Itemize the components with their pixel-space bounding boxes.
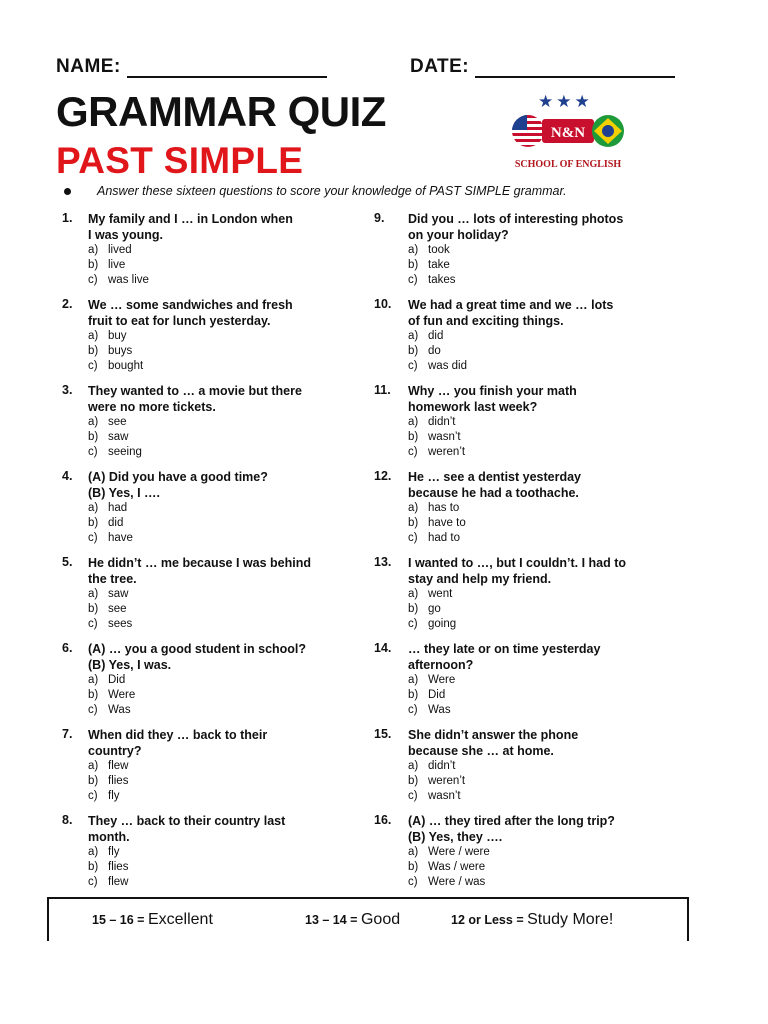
- option-text: had: [108, 502, 128, 514]
- option-letter: a): [88, 846, 99, 858]
- answer-option[interactable]: [408, 531, 698, 546]
- question-number: 5.: [62, 555, 73, 569]
- option-text: Was / were: [428, 861, 486, 873]
- question-text: Why … you finish your math homework last week?: [408, 384, 577, 414]
- option-text: had to: [428, 532, 460, 544]
- answer-option[interactable]: [408, 617, 698, 632]
- option-letter: a): [408, 846, 419, 858]
- option-letter: c): [408, 274, 418, 286]
- question-text: When did they … back to their country?: [88, 728, 268, 758]
- question-item: [374, 211, 674, 297]
- school-logo: [496, 92, 640, 182]
- answer-option[interactable]: [408, 774, 698, 789]
- option-letter: a): [88, 416, 99, 428]
- question-item: [62, 211, 362, 297]
- option-text: see: [108, 416, 127, 428]
- option-letter: a): [408, 244, 419, 256]
- answer-option[interactable]: [408, 258, 698, 273]
- option-letter: b): [88, 259, 99, 271]
- question-text: We had a great time and we … lots of fun and exciting things.: [408, 298, 614, 328]
- option-text: going: [428, 618, 457, 630]
- answer-option[interactable]: [408, 602, 698, 617]
- answer-option[interactable]: [88, 258, 366, 273]
- option-letter: c): [408, 446, 418, 458]
- option-letter: c): [88, 790, 98, 802]
- option-text: saw: [108, 588, 129, 600]
- question-text: He didn’t … me because I was behind the tree.: [88, 556, 311, 586]
- answer-option[interactable]: [88, 344, 366, 359]
- option-letter: c): [408, 790, 418, 802]
- question-item: [374, 383, 674, 469]
- option-letter: a): [408, 588, 419, 600]
- option-text: flew: [108, 760, 129, 772]
- answer-option[interactable]: [408, 860, 698, 875]
- answer-option[interactable]: [408, 329, 698, 344]
- option-letter: b): [88, 603, 99, 615]
- answer-option[interactable]: [408, 673, 698, 688]
- score-study-more: [451, 911, 613, 929]
- option-text: didn’t: [428, 416, 456, 428]
- answer-option[interactable]: [408, 430, 698, 445]
- questions-column-right: [374, 211, 674, 899]
- option-text: go: [428, 603, 441, 615]
- question-item: [62, 383, 362, 469]
- option-letter: b): [408, 775, 419, 787]
- question-number: 9.: [374, 211, 385, 225]
- option-text: did: [428, 330, 444, 342]
- name-blank-line: [127, 60, 327, 78]
- option-letter: a): [408, 416, 419, 428]
- option-letter: b): [88, 689, 99, 701]
- question-text: He … see a dentist yesterday because he had a toothache.: [408, 470, 581, 500]
- option-text: sees: [108, 618, 133, 630]
- question-text: … they late or on time yesterday afternoon?: [408, 642, 601, 672]
- question-item: [374, 297, 674, 383]
- option-letter: c): [88, 532, 98, 544]
- answer-option[interactable]: [408, 688, 698, 703]
- option-letter: c): [408, 360, 418, 372]
- answer-option[interactable]: [408, 243, 698, 258]
- option-text: fly: [108, 790, 120, 802]
- answer-option[interactable]: [88, 673, 366, 688]
- option-text: see: [108, 603, 127, 615]
- option-letter: b): [408, 345, 419, 357]
- question-item: [374, 813, 674, 899]
- option-letter: b): [408, 603, 419, 615]
- question-number: 8.: [62, 813, 73, 827]
- answer-option[interactable]: [408, 789, 698, 804]
- option-text: has to: [428, 502, 460, 514]
- question-number: 1.: [62, 211, 73, 225]
- score-range: 15 – 16 =: [92, 913, 145, 927]
- school-name: SCHOOL OF ENGLISH: [514, 159, 622, 170]
- option-text: lived: [108, 244, 132, 256]
- answer-option[interactable]: [88, 602, 366, 617]
- option-letter: a): [408, 674, 419, 686]
- question-number: 2.: [62, 297, 73, 311]
- answer-option[interactable]: [408, 344, 698, 359]
- option-letter: b): [408, 431, 419, 443]
- option-text: didn’t: [428, 760, 456, 772]
- question-item: [62, 727, 362, 813]
- option-letter: a): [88, 244, 99, 256]
- question-text: Did you … lots of interesting photos on your holiday?: [408, 212, 624, 242]
- option-letter: a): [408, 502, 419, 514]
- option-text: take: [428, 259, 450, 271]
- answer-option[interactable]: [88, 774, 366, 789]
- answer-option[interactable]: [88, 875, 366, 890]
- option-text: Was: [428, 704, 451, 716]
- option-letter: a): [88, 502, 99, 514]
- answer-option[interactable]: [408, 501, 698, 516]
- option-letter: a): [88, 760, 99, 772]
- option-letter: c): [88, 274, 98, 286]
- option-text: takes: [428, 274, 456, 286]
- option-letter: a): [88, 674, 99, 686]
- question-number: 6.: [62, 641, 73, 655]
- option-letter: b): [408, 517, 419, 529]
- answer-option[interactable]: [88, 516, 366, 531]
- question-text: I wanted to …, but I couldn’t. I had to stay and help my friend.: [408, 556, 627, 586]
- answer-option[interactable]: [88, 688, 366, 703]
- bullet-icon: [64, 188, 71, 195]
- option-text: Did: [428, 689, 446, 701]
- option-text: went: [428, 588, 453, 600]
- answer-option[interactable]: [88, 789, 366, 804]
- question-item: [62, 813, 362, 899]
- answer-option[interactable]: [408, 875, 698, 890]
- option-text: wasn’t: [428, 431, 461, 443]
- option-letter: a): [408, 330, 419, 342]
- option-text: Were / was: [428, 876, 486, 888]
- answer-option[interactable]: [408, 516, 698, 531]
- answer-option[interactable]: [408, 359, 698, 374]
- page-title: GRAMMAR QUIZ: [56, 88, 386, 135]
- question-text: (A) … you a good student in school? (B) Yes, I was.: [88, 642, 307, 672]
- question-number: 15.: [374, 727, 392, 741]
- answer-option[interactable]: [88, 359, 366, 374]
- option-text: Did: [108, 674, 126, 686]
- question-number: 16.: [374, 813, 392, 827]
- question-text: (A) Did you have a good time? (B) Yes, I ….: [88, 470, 268, 500]
- option-letter: b): [88, 431, 99, 443]
- option-text: Were / were: [428, 846, 490, 858]
- option-letter: b): [88, 517, 99, 529]
- option-letter: b): [88, 345, 99, 357]
- stars-icon: ★★★: [538, 92, 593, 111]
- answer-option[interactable]: [408, 273, 698, 288]
- answer-option[interactable]: [408, 445, 698, 460]
- option-letter: b): [408, 861, 419, 873]
- option-text: live: [108, 259, 126, 271]
- option-text: bought: [108, 360, 144, 372]
- question-text: My family and I … in London when I was young.: [88, 212, 293, 242]
- score-result: Good: [360, 911, 401, 928]
- answer-option[interactable]: [88, 617, 366, 632]
- flags-badge-icon: [504, 114, 632, 148]
- option-letter: c): [408, 876, 418, 888]
- option-letter: b): [88, 775, 99, 787]
- option-letter: a): [88, 588, 99, 600]
- option-letter: c): [88, 446, 98, 458]
- option-text: seeing: [108, 446, 142, 458]
- question-number: 4.: [62, 469, 73, 483]
- answer-option[interactable]: [88, 243, 366, 258]
- scoring-box: [47, 897, 689, 941]
- option-letter: b): [408, 259, 419, 271]
- answer-option[interactable]: [88, 430, 366, 445]
- option-letter: c): [88, 618, 98, 630]
- option-text: was live: [108, 274, 149, 286]
- option-letter: b): [88, 861, 99, 873]
- question-item: [62, 641, 362, 727]
- answer-option[interactable]: [408, 587, 698, 602]
- question-item: [62, 297, 362, 383]
- score-range: 12 or Less =: [451, 913, 524, 927]
- questions-column-left: [62, 211, 362, 899]
- question-number: 7.: [62, 727, 73, 741]
- page-subtitle: PAST SIMPLE: [56, 140, 304, 181]
- answer-option[interactable]: [88, 703, 366, 718]
- option-letter: a): [408, 760, 419, 772]
- answer-option[interactable]: [88, 587, 366, 602]
- answer-option[interactable]: [88, 501, 366, 516]
- question-text: They … back to their country last month.: [88, 814, 286, 844]
- option-text: wasn’t: [428, 790, 461, 802]
- answer-option[interactable]: [408, 703, 698, 718]
- score-result: Study More!: [527, 911, 614, 928]
- option-text: was did: [428, 360, 467, 372]
- score-result: Excellent: [147, 911, 213, 928]
- answer-option[interactable]: [88, 445, 366, 460]
- question-text: She didn’t answer the phone because she … at home.: [408, 728, 579, 758]
- option-text: buys: [108, 345, 133, 357]
- answer-option[interactable]: [88, 759, 366, 774]
- question-number: 3.: [62, 383, 73, 397]
- answer-option[interactable]: [408, 415, 698, 430]
- score-good: [305, 911, 400, 929]
- option-letter: c): [88, 360, 98, 372]
- option-text: Were: [428, 674, 456, 686]
- date-blank-line: [475, 60, 675, 78]
- instruction-text: Answer these sixteen questions to score your knowledge of PAST SIMPLE grammar.: [97, 184, 567, 198]
- option-letter: c): [408, 532, 418, 544]
- instructions: [64, 184, 567, 198]
- option-letter: c): [88, 876, 98, 888]
- question-number: 11.: [374, 383, 391, 397]
- question-item: [374, 469, 674, 555]
- option-text: weren’t: [428, 446, 466, 458]
- date-field: [410, 56, 675, 78]
- question-item: [374, 555, 674, 641]
- option-text: weren’t: [428, 775, 466, 787]
- option-text: flies: [108, 775, 129, 787]
- option-letter: a): [88, 330, 99, 342]
- question-text: (A) … they tired after the long trip? (B) Yes, they ….: [408, 814, 615, 844]
- option-text: have to: [428, 517, 466, 529]
- option-text: flies: [108, 861, 129, 873]
- question-item: [374, 641, 674, 727]
- answer-option[interactable]: [88, 845, 366, 860]
- answer-option[interactable]: [88, 329, 366, 344]
- option-letter: c): [408, 618, 418, 630]
- option-text: flew: [108, 876, 129, 888]
- answer-option[interactable]: [408, 759, 698, 774]
- option-text: Were: [108, 689, 136, 701]
- answer-option[interactable]: [88, 531, 366, 546]
- option-text: have: [108, 532, 133, 544]
- option-text: fly: [108, 846, 120, 858]
- option-text: Was: [108, 704, 131, 716]
- logo-text: N&N: [550, 125, 586, 141]
- question-item: [374, 727, 674, 813]
- question-number: 14.: [374, 641, 392, 655]
- score-range: 13 – 14 =: [305, 913, 358, 927]
- option-letter: c): [88, 704, 98, 716]
- option-letter: b): [408, 689, 419, 701]
- question-text: We … some sandwiches and fresh fruit to eat for lunch yesterday.: [88, 298, 293, 328]
- option-text: did: [108, 517, 124, 529]
- question-number: 10.: [374, 297, 392, 311]
- option-letter: c): [408, 704, 418, 716]
- name-field: [56, 56, 327, 78]
- option-text: took: [428, 244, 450, 256]
- answer-option[interactable]: [408, 845, 698, 860]
- answer-option[interactable]: [88, 860, 366, 875]
- option-text: do: [428, 345, 441, 357]
- name-label: NAME:: [56, 56, 121, 77]
- score-excellent: [92, 911, 213, 929]
- question-text: They wanted to … a movie but there were no more tickets.: [88, 384, 302, 414]
- question-number: 13.: [374, 555, 392, 569]
- answer-option[interactable]: [88, 415, 366, 430]
- option-text: buy: [108, 330, 127, 342]
- question-item: [62, 555, 362, 641]
- question-item: [62, 469, 362, 555]
- date-label: DATE:: [410, 56, 470, 77]
- question-number: 12.: [374, 469, 392, 483]
- option-text: saw: [108, 431, 129, 443]
- answer-option[interactable]: [88, 273, 366, 288]
